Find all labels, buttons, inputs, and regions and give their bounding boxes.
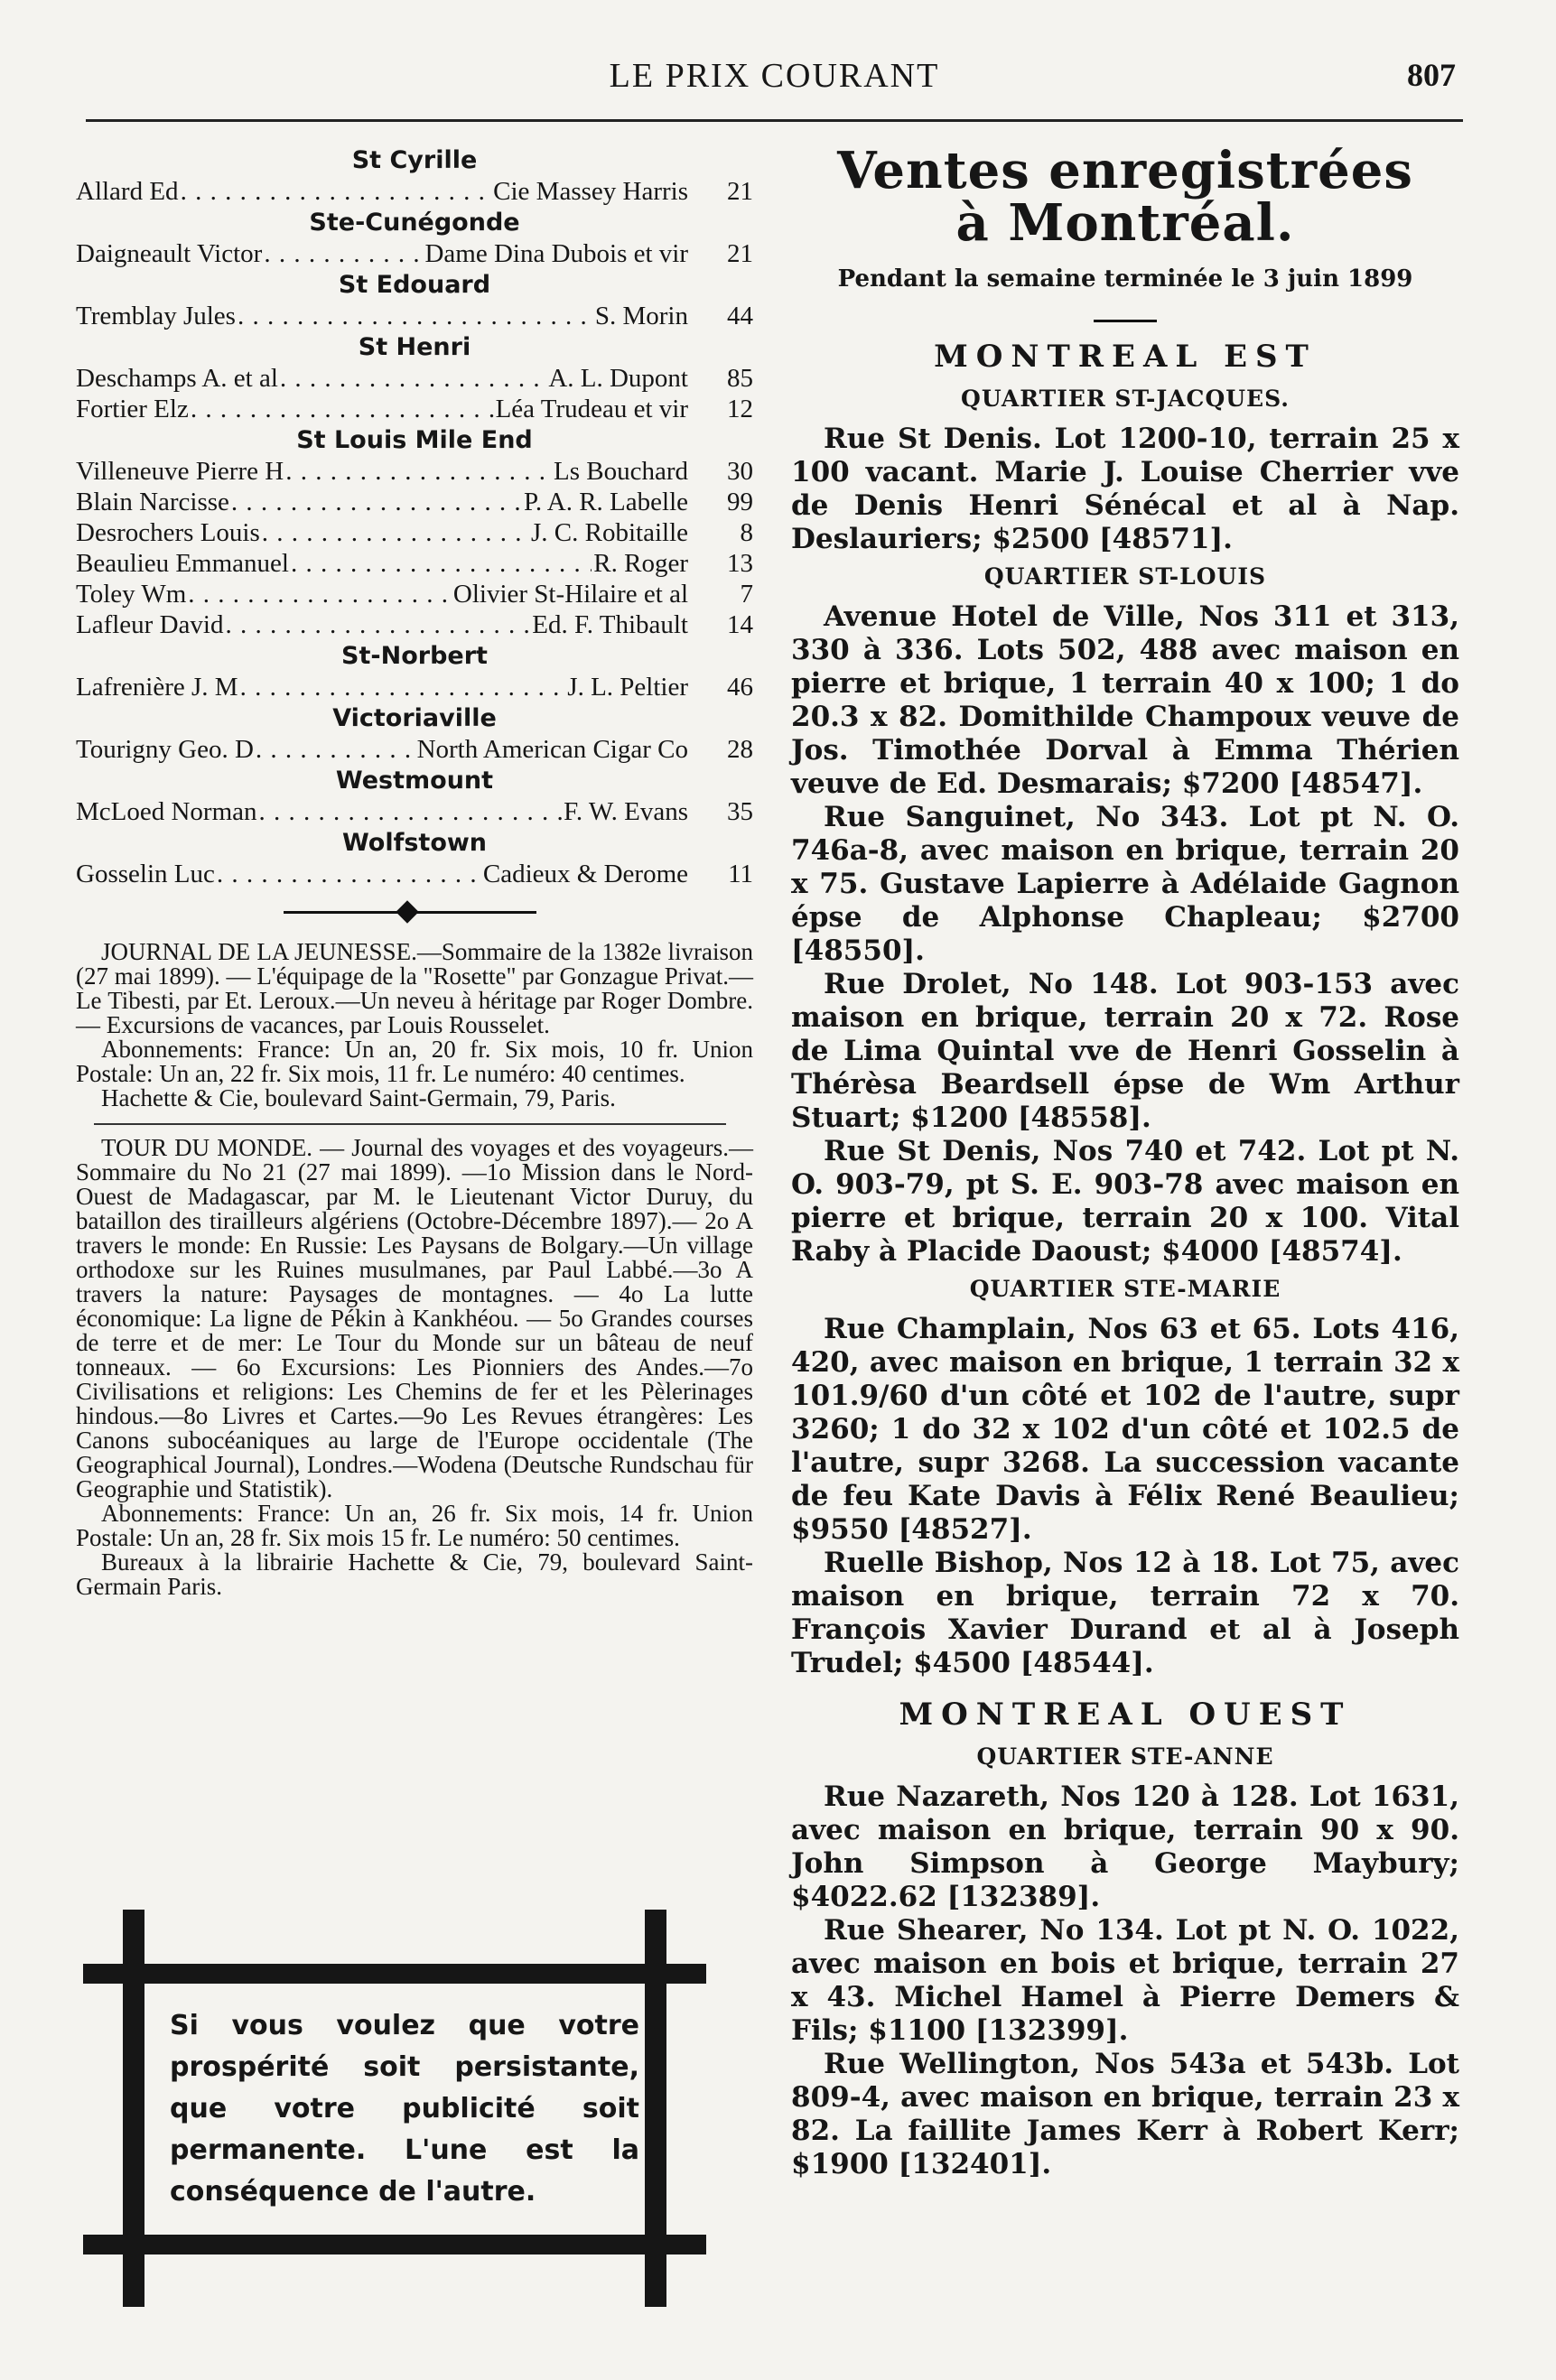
plaintiff-name: North American Cigar Co <box>416 735 688 764</box>
plaintiff-name: S. Morin <box>594 302 688 330</box>
sale-entry: Rue St Denis. Lot 1200-10, terrain 25 x 100 vacant. Marie J. Louise Cherrier vve de Denis Henri Sénécal et al à Nap. Deslauriers; $2500 [48571]. <box>791 423 1459 555</box>
defendant-name: McLoed Norman <box>76 797 257 826</box>
amount: 99 <box>727 488 753 516</box>
amount: 30 <box>727 457 753 486</box>
plaintiff-name: R. Roger <box>593 549 688 578</box>
ornament-divider <box>76 897 753 927</box>
location-heading: Victoriaville <box>332 704 497 732</box>
plaintiff-name: A. L. Dupont <box>548 364 688 393</box>
week-line: Pendant la semaine terminée le 3 juin 1899 <box>837 265 1413 293</box>
location-heading: Wolfstown <box>341 829 488 857</box>
judgment-row <box>76 394 753 424</box>
sale-entry: Rue St Denis, Nos 740 et 742. Lot pt N. O. 903-79, pt S. E. 903-78 avec maison en pierre et brique, terrain 20 x 100. Vital Raby à Placide Daoust; $4000 [48574]. <box>791 1135 1459 1268</box>
defendant-name: Lafrenière J. M <box>76 673 238 702</box>
judgment-row <box>76 734 753 765</box>
amount: 14 <box>727 610 753 639</box>
defendant-name: Tremblay Jules <box>76 302 236 330</box>
section-rule <box>94 1123 726 1125</box>
defendant-name: Villeneuve Pierre H <box>76 457 284 486</box>
amount: 85 <box>727 364 753 393</box>
plaintiff-name: Cadieux & Derome <box>482 860 688 888</box>
sales-title-line1: Ventes enregistrées <box>837 141 1413 200</box>
dot-leader <box>181 176 492 207</box>
amount: 12 <box>727 395 753 423</box>
journal-title: LE PRIX COURANT <box>609 57 940 95</box>
sale-entry: Ruelle Bishop, Nos 12 à 18. Lot 75, avec maison en brique, terrain 72 x 70. François Xavier Durand et al à Joseph Trudel; $4500 [48544]. <box>791 1547 1459 1679</box>
plaintiff-name: P. A. R. Labelle <box>523 488 688 516</box>
advertisement-text: Si vous voulez que votre prospérité soit persistante, que votre publicité soit permanente. L'une est la conséquence de l'autre. <box>170 2010 639 2208</box>
sale-entry: Rue Wellington, Nos 543a et 543b. Lot 809-4, avec maison en brique, terrain 23 x 82. La faillite James Kerr à Robert Kerr; $1900 [132401]. <box>791 2048 1459 2180</box>
judgment-row <box>76 609 753 640</box>
header-rule <box>86 119 1463 122</box>
dot-leader <box>238 301 593 331</box>
dot-leader <box>225 609 530 640</box>
dot-leader <box>280 363 546 394</box>
defendant-name: Deschamps A. et al <box>76 364 278 393</box>
sale-entry: Avenue Hotel de Ville, Nos 311 et 313, 330 à 336. Lots 502, 488 avec maison en pierre et brique, 1 terrain 40 x 100; 1 do 20.3 x 82. Domithilde Champoux veuve de Jos. Timothée Dorval à Emma Thérien veuve de Ed. Desmarais; $7200 [48547]. <box>791 600 1459 800</box>
sales-sections <box>791 339 1459 2181</box>
sale-entry: Rue Shearer, No 134. Lot pt N. O. 1022, avec maison en bois et brique, terrain 27 x 43. Michel Hamel à Pierre Demers & Fils; $1100 [132399]. <box>791 1914 1459 2047</box>
judgment-row <box>76 859 753 889</box>
defendant-name: Allard Ed <box>76 177 179 206</box>
defendant-name: Blain Narcisse <box>76 488 229 516</box>
dot-leader <box>231 487 522 517</box>
page-number: 807 <box>1407 57 1456 93</box>
short-rule <box>1094 320 1157 322</box>
amount: 21 <box>727 239 753 268</box>
notice-summary: JOURNAL DE LA JEUNESSE.—Sommaire de la 1382e livraison (27 mai 1899). — L'équipage de la "Rosette" par Gonzague Privat.—Le Tibesti, par Et. Leroux.—Un neveu à héritage par Roger Dombre. — Excursions de vacances, par Louis Rousselet. <box>76 938 753 1038</box>
advertisement-frame <box>83 1910 706 2307</box>
plaintiff-name: Dame Dina Dubois et vir <box>424 239 688 268</box>
quarter-heading: QUARTIER STE-ANNE <box>976 1743 1274 1770</box>
plaintiff-name: Léa Trudeau et vir <box>495 395 688 423</box>
location-heading: St Henri <box>358 333 471 361</box>
amount: 35 <box>727 797 753 826</box>
defendant-name: Fortier Elz <box>76 395 189 423</box>
plaintiff-name: Cie Massey Harris <box>493 177 688 206</box>
defendant-name: Toley Wm <box>76 580 187 609</box>
judgment-row <box>76 363 753 394</box>
amount: 28 <box>727 735 753 764</box>
plaintiff-name: J. L. Peltier <box>567 673 688 702</box>
left-column <box>76 144 753 1604</box>
dot-leader <box>188 579 452 609</box>
judgment-row <box>76 796 753 827</box>
plaintiff-name: Ls Bouchard <box>554 457 688 486</box>
plaintiff-name: F. W. Evans <box>564 797 688 826</box>
frame-post-left <box>123 1910 144 2307</box>
dot-leader <box>291 548 592 579</box>
notice-subscriptions: Abonnements: France: Un an, 20 fr. Six mois, 10 fr. Union Postale: Un an, 22 fr. Six mois, 11 fr. Le numéro: 40 centimes. <box>76 1036 753 1087</box>
quarter-heading: QUARTIER STE-MARIE <box>969 1276 1281 1302</box>
dot-leader <box>259 796 563 827</box>
running-head <box>86 56 1463 110</box>
quarter-heading: QUARTIER ST-LOUIS <box>983 563 1267 590</box>
judgment-row <box>76 176 753 207</box>
judgment-row <box>76 672 753 702</box>
judgment-row <box>76 579 753 609</box>
judgment-row <box>76 548 753 579</box>
amount: 46 <box>727 673 753 702</box>
dot-leader <box>240 672 566 702</box>
notice-subscriptions: Abonnements: France: Un an, 26 fr. Six mois, 14 fr. Union Postale: Un an, 28 fr. Six mois 15 fr. Le numéro: 50 centimes. <box>76 1500 753 1551</box>
frame-bar-bottom <box>83 2235 706 2254</box>
amount: 11 <box>728 860 753 888</box>
sales-title-line2: à Montréal. <box>955 193 1295 253</box>
location-heading: St Louis Mile End <box>296 426 533 454</box>
dot-leader <box>217 859 481 889</box>
journal-jeunesse-notice <box>76 940 753 1111</box>
judgments-list <box>76 144 753 889</box>
defendant-name: Tourigny Geo. D <box>76 735 254 764</box>
sale-entry: Rue Drolet, No 148. Lot 903-153 avec maison en brique, terrain 20 x 72. Rose de Lima Quintal vve de Henri Gosselin à Thérèsa Beardsell épse de Wm Arthur Stuart; $1200 [48558]. <box>791 968 1459 1134</box>
sale-entry: Rue Champlain, Nos 63 et 65. Lots 416, 420, avec maison en brique, 1 terrain 32 x 101.9/60 d'un côté et 102 de l'autre, supr 3260; 1 do 32 x 102 d'un côté et 102.5 de l'autre, supr 3268. La succession vacante de feu Kate Davis à Félix René Beaulieu; $9550 [48527]. <box>791 1313 1459 1546</box>
right-column <box>791 141 1459 2181</box>
amount: 44 <box>727 302 753 330</box>
judgment-row <box>76 517 753 548</box>
district-heading: MONTREAL EST <box>934 339 1317 375</box>
amount: 21 <box>727 177 753 206</box>
frame-bar-top <box>83 1964 706 1984</box>
sale-entry: Rue Sanguinet, No 343. Lot pt N. O. 746a-8, avec maison en brique, terrain 20 x 75. Gustave Lapierre à Adélaide Gagnon épse de Alphonse Chapleau; $2700 [48550]. <box>791 801 1459 967</box>
dot-leader <box>285 456 552 487</box>
dot-leader <box>264 238 423 269</box>
defendant-name: Desrochers Louis <box>76 518 260 547</box>
sale-entry: Rue Nazareth, Nos 120 à 128. Lot 1631, avec maison en brique, terrain 90 x 90. John Simpson à George Maybury; $4022.62 [132389]. <box>791 1780 1459 1913</box>
amount: 13 <box>727 549 753 578</box>
notice-publisher: Bureaux à la librairie Hachette & Cie, 79, boulevard Saint-Germain Paris. <box>76 1548 753 1600</box>
defendant-name: Gosselin Luc <box>76 860 215 888</box>
location-heading: Westmount <box>335 767 494 795</box>
defendant-name: Daigneault Victor <box>76 239 263 268</box>
judgment-row <box>76 238 753 269</box>
defendant-name: Lafleur David <box>76 610 224 639</box>
plaintiff-name: Olivier St-Hilaire et al <box>452 580 688 609</box>
location-heading: Ste-Cunégonde <box>309 209 520 237</box>
sales-title <box>791 141 1459 253</box>
defendant-name: Beaulieu Emmanuel <box>76 549 289 578</box>
location-heading: St Edouard <box>338 271 491 299</box>
frame-post-right <box>645 1910 666 2307</box>
dot-leader <box>191 394 494 424</box>
dot-leader <box>256 734 415 765</box>
dot-leader <box>262 517 529 548</box>
district-heading: MONTREAL OUEST <box>899 1697 1352 1733</box>
plaintiff-name: Ed. F. Thibault <box>532 610 688 639</box>
amount: 7 <box>740 580 753 609</box>
tour-du-monde-notice <box>76 1136 753 1599</box>
notice-summary: TOUR DU MONDE. — Journal des voyages et des voyageurs.—Sommaire du No 21 (27 mai 1899). —1o Mission dans le Nord-Ouest de Madagascar, par M. le Lieutenant Victor Duruy, du bataillon des tirailleurs algériens (Octobre-Décembre 1897).— 2o A travers le monde: En Russie: Les Paysans de Bolgary.—Un village orthodoxe sur les Ruines musulmanes, par Paul Labbé.—3o A travers la nature: Paysages de montagnes. — 4o La lutte économique: La ligne de Pékin à Kankhéou. — 5o Grandes courses de terre et de mer: Le Tour du Monde sur un bâteau de neuf tonneaux. — 6o Excursions: Les Pionniers des Andes.—7o Civilisations et religions: Les Chemins de fer et les Pèlerinages hindous.—8o Livres et Cartes.—9o Les Revues étrangères: Les Canons subocéaniques au large de l'Europe occidentale (The Geographical Journal), Londres.—Wodena (Deutsche Rundschau für Geographie und Statistik). <box>76 1134 753 1502</box>
notice-publisher: Hachette & Cie, boulevard Saint-Germain, 79, Paris. <box>101 1084 616 1111</box>
location-heading: St Cyrille <box>351 146 478 174</box>
judgment-row <box>76 301 753 331</box>
amount: 8 <box>740 518 753 547</box>
quarter-heading: QUARTIER ST-JACQUES. <box>961 386 1290 412</box>
location-heading: St-Norbert <box>341 642 488 670</box>
plaintiff-name: J. C. Robitaille <box>531 518 688 547</box>
judgment-row <box>76 456 753 487</box>
judgment-row <box>76 487 753 517</box>
